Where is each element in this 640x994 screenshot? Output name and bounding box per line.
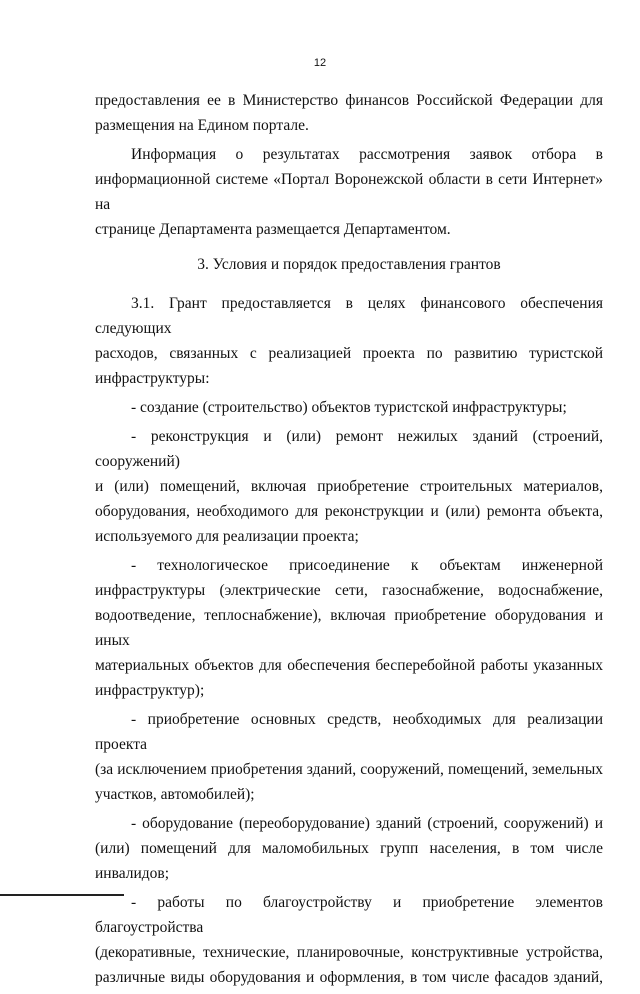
text-line: 3.1. Грант предоставляется в целях финансового обеспечения следующих xyxy=(95,295,603,337)
page-number: 12 xyxy=(313,57,327,69)
paragraph xyxy=(95,291,603,391)
text-line: предоставления ее в Министерство финансов Российской Федерации для xyxy=(95,92,603,109)
text-line: (за исключением приобретения зданий, сооружений, помещений, земельных xyxy=(95,761,603,778)
text-line: (декоративные, технические, планировочные, конструктивные устройства, xyxy=(95,944,603,961)
paragraph xyxy=(95,142,603,242)
text-line: расходов, связанных с реализацией проекта по развитию туристской xyxy=(95,345,603,362)
list-item xyxy=(95,424,603,549)
text-line: - оборудование (переоборудование) зданий (строений, сооружений) и xyxy=(131,815,603,832)
text-line: - реконструкция и (или) ремонт нежилых зданий (строений, сооружений) xyxy=(95,428,603,470)
text-line: Информация о результатах рассмотрения заявок отбора в xyxy=(131,146,603,163)
text-line: и (или) помещений, включая приобретение строительных материалов, xyxy=(95,478,603,495)
text-line: - работы по благоустройству и приобретение элементов благоустройства xyxy=(95,894,603,936)
list-item xyxy=(95,811,603,886)
text-line: (или) помещений для маломобильных групп населения, в том числе инвалидов; xyxy=(95,840,603,882)
text-line: странице Департамента размещается Департаментом. xyxy=(95,221,451,238)
text-line: водоотведение, теплоснабжение), включая приобретение оборудования и иных xyxy=(95,607,603,649)
text-line: участков, автомобилей); xyxy=(95,786,255,803)
footer-rule xyxy=(0,894,124,896)
list-item xyxy=(95,890,603,990)
text-line: размещения на Едином портале. xyxy=(95,117,309,134)
list-item xyxy=(95,707,603,807)
list-item xyxy=(95,553,603,703)
text-line: материальных объектов для обеспечения бесперебойной работы указанных xyxy=(95,657,603,674)
text-line: - создание (строительство) объектов туристской инфраструктуры; xyxy=(131,399,567,416)
document-body xyxy=(95,88,603,994)
text-line: инфраструктуры: xyxy=(95,370,210,387)
text-line: инфраструктуры (электрические сети, газоснабжение, водоснабжение, xyxy=(95,582,603,599)
text-line: различные виды оборудования и оформления, в том числе фасадов зданий, xyxy=(95,969,603,986)
text-line: инфраструктур); xyxy=(95,682,205,699)
section-heading: 3. Условия и порядок предоставления грантов xyxy=(197,256,501,273)
text-line: информационной системе «Портал Воронежской области в сети Интернет» на xyxy=(95,171,603,213)
list-item xyxy=(95,395,603,420)
text-line: оборудования, необходимого для реконструкции и (или) ремонта объекта, xyxy=(95,503,603,520)
paragraph xyxy=(95,88,603,138)
text-line: используемого для реализации проекта; xyxy=(95,528,359,545)
text-line: - технологическое присоединение к объектам инженерной xyxy=(131,557,603,574)
text-line: - приобретение основных средств, необходимых для реализации проекта xyxy=(95,711,603,753)
